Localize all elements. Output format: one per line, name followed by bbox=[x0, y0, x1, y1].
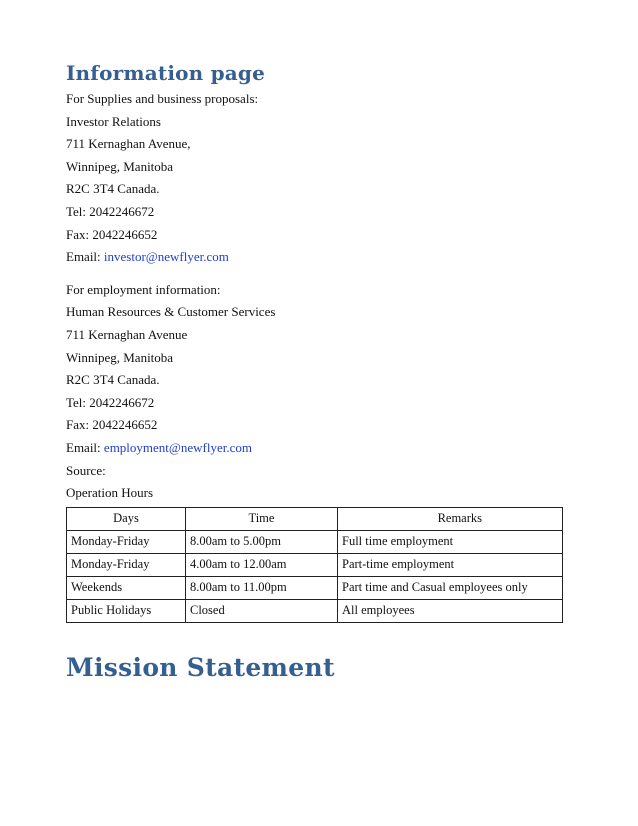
cell-days: Monday-Friday bbox=[67, 530, 186, 553]
cell-time: 8.00am to 11.00pm bbox=[186, 576, 338, 599]
cell-remarks: All employees bbox=[338, 599, 563, 622]
investor-city: Winnipeg, Manitoba bbox=[66, 158, 174, 174]
header-days: Days bbox=[67, 507, 186, 530]
table-row bbox=[67, 553, 563, 576]
hr-tel: Tel: 2042246672 bbox=[66, 394, 155, 410]
hr-street: 711 Kernaghan Avenue bbox=[66, 326, 188, 342]
cell-time: 8.00am to 5.00pm bbox=[186, 530, 338, 553]
header-time: Time bbox=[186, 507, 338, 530]
cell-time: 4.00am to 12.00am bbox=[186, 553, 338, 576]
operation-hours-table bbox=[66, 507, 563, 623]
cell-days: Public Holidays bbox=[67, 599, 186, 622]
hr-fax: Fax: 2042246652 bbox=[66, 417, 158, 433]
supplies-intro: For Supplies and business proposals: bbox=[66, 91, 259, 106]
investor-postal: R2C 3T4 Canada. bbox=[66, 181, 160, 197]
employment-intro: For employment information: bbox=[66, 281, 221, 297]
hr-email-link[interactable]: employment@newflyer.com bbox=[103, 439, 252, 455]
hr-dept: Human Resources & Customer Services bbox=[66, 304, 276, 320]
cell-days: Weekends bbox=[67, 576, 186, 599]
hr-city: Winnipeg, Manitoba bbox=[66, 349, 174, 365]
investor-street: 711 Kernaghan Avenue, bbox=[66, 136, 191, 152]
table-row bbox=[67, 576, 563, 599]
investor-email-label: Email: bbox=[66, 249, 104, 265]
page-title: Information page bbox=[66, 61, 266, 85]
operation-hours-title: Operation Hours bbox=[66, 485, 154, 501]
cell-remarks: Part time and Casual employees only bbox=[338, 576, 563, 599]
table-row bbox=[67, 599, 563, 622]
cell-time: Closed bbox=[186, 599, 338, 622]
investor-dept: Investor Relations bbox=[66, 113, 161, 129]
table-row bbox=[67, 530, 563, 553]
header-remarks: Remarks bbox=[338, 507, 563, 530]
mission-statement-heading: Mission Statement bbox=[66, 652, 335, 682]
table-header-row bbox=[67, 507, 563, 530]
cell-remarks: Full time employment bbox=[338, 530, 563, 553]
document-page bbox=[66, 58, 566, 685]
cell-days: Monday-Friday bbox=[67, 553, 186, 576]
investor-tel: Tel: 2042246672 bbox=[66, 203, 155, 219]
hr-postal: R2C 3T4 Canada. bbox=[66, 372, 160, 388]
investor-email-link[interactable]: investor@newflyer.com bbox=[103, 249, 229, 265]
investor-email-line bbox=[66, 246, 566, 269]
hr-email-label: Email: bbox=[66, 439, 104, 455]
investor-fax: Fax: 2042246652 bbox=[66, 226, 158, 242]
source-label: Source: bbox=[66, 462, 106, 478]
cell-remarks: Part-time employment bbox=[338, 553, 563, 576]
hr-email-line bbox=[66, 437, 566, 460]
